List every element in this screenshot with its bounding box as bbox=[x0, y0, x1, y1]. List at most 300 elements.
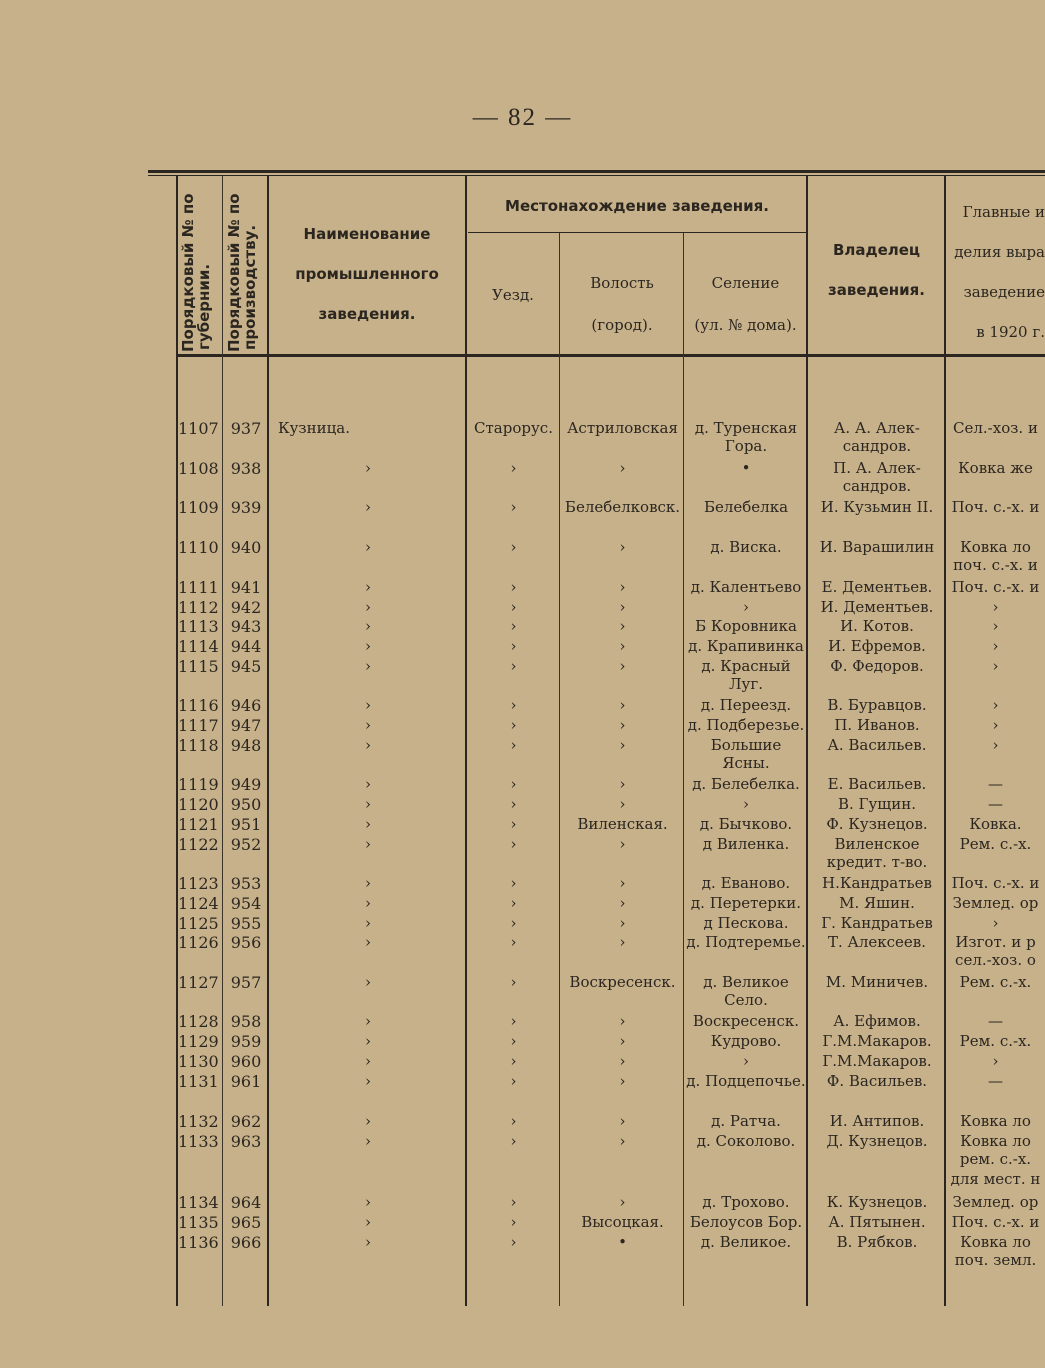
row-gub-number: 1118 bbox=[178, 736, 219, 755]
row-name: › bbox=[365, 1112, 371, 1130]
table-row bbox=[0, 914, 1045, 934]
row-volost: Белебелковск. bbox=[564, 498, 681, 516]
row-volost: › bbox=[619, 1032, 626, 1050]
table-row bbox=[0, 637, 1045, 657]
row-name: › bbox=[365, 874, 371, 892]
row-owner: Т. Алексеев. bbox=[827, 933, 927, 951]
row-owner: Виленское bbox=[834, 835, 920, 853]
row-main-product: Ковка ло bbox=[960, 1112, 1031, 1130]
row-selenie: д. Калентьево bbox=[690, 578, 802, 596]
row-selenie: д Виленка. bbox=[702, 835, 790, 853]
row-gub-number: 1129 bbox=[178, 1032, 219, 1051]
row-uezd: › bbox=[510, 894, 517, 912]
row-main-product: Землед. ор bbox=[952, 1193, 1039, 1211]
table-row bbox=[0, 1213, 1045, 1233]
table-row bbox=[0, 874, 1045, 894]
row-gub-number: 1124 bbox=[178, 894, 219, 913]
row-owner: Г. Кандратьев bbox=[821, 914, 933, 932]
row-gub-number: 1136 bbox=[178, 1233, 219, 1252]
row-uezd: › bbox=[510, 835, 517, 853]
row-name: › bbox=[365, 1032, 371, 1050]
row-main-product: Поч. с.-х. и bbox=[951, 874, 1040, 892]
row-prod-number: 952 bbox=[230, 835, 262, 854]
row-main-product: › bbox=[992, 1052, 999, 1070]
row-owner: А. Васильев. bbox=[827, 736, 927, 754]
header-col-volost-line1: Волость bbox=[590, 274, 654, 292]
row-volost: › bbox=[619, 933, 626, 951]
header-col-main-line1: Главные и bbox=[962, 203, 1045, 221]
table-row bbox=[0, 1012, 1045, 1032]
row-owner: К. Кузнецов. bbox=[826, 1193, 928, 1211]
row-prod-number: 938 bbox=[230, 459, 262, 478]
table-row bbox=[0, 775, 1045, 795]
header-col-selenie-line2: (ул. № дома). bbox=[694, 316, 797, 334]
row-uezd: › bbox=[510, 874, 517, 892]
row-volost: Воскресенск. bbox=[569, 973, 676, 991]
row-selenie: Большие bbox=[710, 736, 782, 754]
row-main-product: Землед. ор bbox=[952, 894, 1039, 912]
table-row bbox=[0, 894, 1045, 914]
row-selenie: д. Перетерки. bbox=[690, 894, 802, 912]
table-row bbox=[0, 578, 1045, 598]
row-uezd: › bbox=[510, 1012, 517, 1030]
table-row bbox=[0, 716, 1045, 736]
header-col-volost-line2: (город). bbox=[591, 316, 653, 334]
row-gub-number: 1134 bbox=[178, 1193, 219, 1212]
row-main-product-line2: поч. земл. bbox=[954, 1251, 1037, 1269]
row-uezd: › bbox=[510, 1072, 517, 1090]
row-name: › bbox=[365, 815, 371, 833]
row-selenie-line2: Ясны. bbox=[722, 754, 770, 772]
row-owner: В. Буравцов. bbox=[827, 696, 927, 714]
row-main-product: Поч. с.-х. и bbox=[951, 498, 1040, 516]
table-row bbox=[0, 815, 1045, 835]
row-gub-number: 1125 bbox=[178, 914, 219, 933]
row-selenie: д. Великое. bbox=[700, 1233, 792, 1251]
header-col-gub bbox=[180, 193, 212, 352]
header-col-selenie bbox=[685, 262, 806, 346]
row-name: › bbox=[365, 637, 371, 655]
row-uezd: › bbox=[510, 716, 517, 734]
row-gub-number: 1131 bbox=[178, 1072, 219, 1091]
header-col-name bbox=[270, 214, 464, 334]
row-prod-number: 942 bbox=[230, 598, 262, 617]
table-row bbox=[0, 696, 1045, 716]
row-main-product: Рем. с.-х. bbox=[959, 973, 1032, 991]
row-owner-line2: сандров. bbox=[842, 477, 912, 495]
header-col-prod-line2: производству. bbox=[241, 224, 259, 350]
row-name: › bbox=[365, 598, 371, 616]
row-uezd: › bbox=[510, 459, 517, 477]
row-main-product: Ковка ло bbox=[960, 1233, 1031, 1251]
row-selenie: д Пескова. bbox=[703, 914, 789, 932]
row-name: › bbox=[365, 933, 371, 951]
row-owner: И. Варашилин bbox=[819, 538, 935, 556]
row-owner: П. Иванов. bbox=[834, 716, 920, 734]
header-col-volost bbox=[561, 262, 683, 346]
row-gub-number: 1133 bbox=[178, 1132, 219, 1151]
row-gub-number: 1115 bbox=[178, 657, 219, 676]
header-col-owner-line2: заведения. bbox=[828, 281, 925, 299]
header-col-main-line3: заведение bbox=[963, 283, 1045, 301]
row-selenie: д. Подберезье. bbox=[687, 716, 805, 734]
row-name: › bbox=[365, 1072, 371, 1090]
row-gub-number: 1120 bbox=[178, 795, 219, 814]
row-volost: › bbox=[619, 637, 626, 655]
row-volost: › bbox=[619, 1193, 626, 1211]
row-uezd: › bbox=[510, 617, 517, 635]
row-prod-number: 956 bbox=[230, 933, 262, 952]
row-gub-number: 1112 bbox=[178, 598, 219, 617]
location-subrule bbox=[468, 232, 807, 233]
row-gub-number: 1108 bbox=[178, 459, 219, 478]
row-selenie-line2: Село. bbox=[724, 991, 768, 1009]
row-gub-number: 1121 bbox=[178, 815, 219, 834]
row-uezd: › bbox=[510, 1233, 517, 1251]
row-main-product: — bbox=[988, 1012, 1003, 1030]
table-row bbox=[0, 498, 1045, 518]
row-prod-number: 944 bbox=[230, 637, 262, 656]
row-main-product: › bbox=[992, 914, 999, 932]
header-col-main-line2: делия выра bbox=[954, 243, 1045, 261]
row-owner: В. Гущин. bbox=[837, 795, 917, 813]
header-col-prod bbox=[226, 193, 258, 352]
row-name: › bbox=[365, 914, 371, 932]
row-prod-number: 940 bbox=[230, 538, 262, 557]
table-row bbox=[0, 933, 1045, 969]
row-prod-number: 954 bbox=[230, 894, 262, 913]
row-volost: › bbox=[619, 775, 626, 793]
row-gub-number: 1117 bbox=[178, 716, 219, 735]
row-volost: › bbox=[619, 617, 626, 635]
table-row bbox=[0, 657, 1045, 693]
row-owner: М. Миничев. bbox=[825, 973, 929, 991]
row-main-product: Сел.-хоз. и bbox=[953, 419, 1038, 437]
table-row bbox=[0, 1132, 1045, 1188]
row-uezd: › bbox=[510, 657, 517, 675]
row-prod-number: 946 bbox=[230, 696, 262, 715]
row-selenie: д. Подтеремье. bbox=[686, 933, 806, 951]
row-name: › bbox=[365, 498, 371, 516]
row-gub-number: 1119 bbox=[178, 775, 219, 794]
row-uezd: › bbox=[510, 696, 517, 714]
row-main-product: Ковка ло bbox=[960, 1132, 1031, 1150]
row-main-product: › bbox=[992, 657, 999, 675]
header-col-name-line2: промышленного bbox=[295, 265, 439, 283]
table-row bbox=[0, 795, 1045, 815]
header-col-gub-line1: Порядковый № по bbox=[179, 193, 197, 352]
header-col-owner-line1: Владелец bbox=[832, 241, 921, 259]
row-selenie: д. Переезд. bbox=[700, 696, 792, 714]
row-selenie: Кудрово. bbox=[710, 1032, 782, 1050]
row-selenie: д. Туренская bbox=[694, 419, 798, 437]
row-selenie: Воскресенск. bbox=[692, 1012, 800, 1030]
row-main-product: › bbox=[992, 736, 999, 754]
row-prod-number: 963 bbox=[230, 1132, 262, 1151]
row-name: › bbox=[365, 696, 371, 714]
row-prod-number: 958 bbox=[230, 1012, 262, 1031]
row-uezd: › bbox=[510, 1032, 517, 1050]
row-prod-number: 945 bbox=[230, 657, 262, 676]
row-volost: Астриловская bbox=[567, 419, 678, 437]
row-owner: Ф. Федоров. bbox=[830, 657, 924, 675]
row-selenie: д. Еваново. bbox=[701, 874, 791, 892]
row-owner-line2: кредит. т-во. bbox=[826, 853, 928, 871]
row-main-product: › bbox=[992, 696, 999, 714]
row-selenie: д. Великое bbox=[703, 973, 789, 991]
row-name: › bbox=[365, 1233, 371, 1251]
row-gub-number: 1126 bbox=[178, 933, 219, 952]
row-volost: › bbox=[619, 874, 626, 892]
row-volost: Виленская. bbox=[577, 815, 668, 833]
row-prod-number: 947 bbox=[230, 716, 262, 735]
row-owner: Г.М.Макаров. bbox=[822, 1032, 932, 1050]
row-prod-number: 941 bbox=[230, 578, 262, 597]
table-row bbox=[0, 1193, 1045, 1213]
row-uezd: › bbox=[510, 795, 517, 813]
header-col-uezd: Уезд. bbox=[492, 286, 534, 304]
row-main-product: Ковка же bbox=[958, 459, 1033, 477]
row-name: › bbox=[365, 795, 371, 813]
row-uezd: › bbox=[510, 736, 517, 754]
row-owner: И. Кузьмин II. bbox=[820, 498, 934, 516]
row-main-product-line3: для мест. н bbox=[950, 1170, 1041, 1188]
row-gub-number: 1135 bbox=[178, 1213, 219, 1232]
row-name: › bbox=[365, 973, 371, 991]
row-owner: М. Яшин. bbox=[839, 894, 915, 912]
row-name: › bbox=[365, 1213, 371, 1231]
header-col-owner bbox=[809, 230, 944, 310]
row-uezd: › bbox=[510, 933, 517, 951]
row-volost: › bbox=[619, 538, 626, 556]
row-main-product: — bbox=[988, 1072, 1003, 1090]
row-volost: › bbox=[619, 1112, 626, 1130]
row-uezd: › bbox=[510, 1112, 517, 1130]
row-selenie: д. Ратча. bbox=[711, 1112, 781, 1130]
row-volost: › bbox=[619, 1132, 626, 1150]
row-gub-number: 1128 bbox=[178, 1012, 219, 1031]
row-prod-number: 950 bbox=[230, 795, 262, 814]
row-main-product: › bbox=[992, 716, 999, 734]
row-main-product: Ковка. bbox=[969, 815, 1022, 833]
row-owner: Е. Дементьев. bbox=[821, 578, 933, 596]
row-owner: Е. Васильев. bbox=[827, 775, 927, 793]
row-gub-number: 1116 bbox=[178, 696, 219, 715]
row-owner: Г.М.Макаров. bbox=[822, 1052, 932, 1070]
row-main-product: Поч. с.-х. и bbox=[951, 578, 1040, 596]
header-col-name-line1: Наименование bbox=[303, 225, 431, 243]
row-owner: И. Антипов. bbox=[829, 1112, 925, 1130]
row-prod-number: 939 bbox=[230, 498, 262, 517]
row-main-product-line2: рем. с.-х. bbox=[959, 1150, 1032, 1168]
row-prod-number: 961 bbox=[230, 1072, 262, 1091]
row-prod-number: 955 bbox=[230, 914, 262, 933]
row-main-product: › bbox=[992, 598, 999, 616]
table-row bbox=[0, 1052, 1045, 1072]
row-name: › bbox=[365, 736, 371, 754]
row-uezd: › bbox=[510, 815, 517, 833]
row-uezd: › bbox=[510, 1213, 517, 1231]
table-row bbox=[0, 835, 1045, 871]
table-row bbox=[0, 538, 1045, 574]
row-prod-number: 957 bbox=[230, 973, 262, 992]
header-col-prod-line1: Порядковый № по bbox=[225, 193, 243, 352]
row-main-product: — bbox=[988, 775, 1003, 793]
row-uezd: › bbox=[510, 498, 517, 516]
row-volost: › bbox=[619, 736, 626, 754]
row-name: › bbox=[365, 835, 371, 853]
row-volost: › bbox=[619, 716, 626, 734]
row-owner: В. Рябков. bbox=[836, 1233, 918, 1251]
row-prod-number: 966 bbox=[230, 1233, 262, 1252]
row-prod-number: 953 bbox=[230, 874, 262, 893]
row-owner: А. Пятынен. bbox=[828, 1213, 926, 1231]
header-col-main-line4: в 1920 г. bbox=[976, 323, 1045, 341]
row-owner: Ф. Кузнецов. bbox=[826, 815, 928, 833]
row-selenie: д. Трохово. bbox=[702, 1193, 790, 1211]
row-volost: › bbox=[619, 657, 626, 675]
row-uezd: › bbox=[510, 1052, 517, 1070]
row-volost: › bbox=[619, 578, 626, 596]
row-prod-number: 937 bbox=[230, 419, 262, 438]
row-name: › bbox=[365, 657, 371, 675]
row-volost: › bbox=[619, 459, 626, 477]
header-col-main bbox=[946, 192, 1045, 352]
row-gub-number: 1130 bbox=[178, 1052, 219, 1071]
row-selenie-line2: Луг. bbox=[729, 675, 763, 693]
header-col-selenie-line1: Селение bbox=[711, 274, 780, 292]
row-name: › bbox=[365, 538, 371, 556]
row-name: › bbox=[365, 1193, 371, 1211]
row-volost: • bbox=[618, 1233, 627, 1251]
row-main-product-line2: поч. с.-х. и bbox=[953, 556, 1038, 574]
row-selenie: › bbox=[743, 598, 749, 616]
row-name: › bbox=[365, 1012, 371, 1030]
row-main-product: Поч. с.-х. и bbox=[951, 1213, 1040, 1231]
row-uezd: Старорус. bbox=[474, 419, 553, 437]
row-volost: › bbox=[619, 696, 626, 714]
table-row bbox=[0, 617, 1045, 637]
row-gub-number: 1122 bbox=[178, 835, 219, 854]
row-name: › bbox=[365, 894, 371, 912]
row-volost: › bbox=[619, 1072, 626, 1090]
row-selenie: › bbox=[743, 1052, 749, 1070]
row-selenie: д. Бычково. bbox=[699, 815, 793, 833]
row-prod-number: 962 bbox=[230, 1112, 262, 1131]
row-gub-number: 1132 bbox=[178, 1112, 219, 1131]
row-selenie: › bbox=[743, 795, 749, 813]
header-bottom-rule bbox=[176, 354, 1045, 357]
row-name: › bbox=[365, 1052, 371, 1070]
row-volost: › bbox=[619, 1052, 626, 1070]
row-selenie: д. Виска. bbox=[710, 538, 782, 556]
row-selenie: д. Белебелка. bbox=[692, 775, 800, 793]
row-main-product: Рем. с.-х. bbox=[959, 835, 1032, 853]
row-gub-number: 1111 bbox=[178, 578, 219, 597]
row-gub-number: 1107 bbox=[178, 419, 219, 438]
row-uezd: › bbox=[510, 538, 517, 556]
row-uezd: › bbox=[510, 775, 517, 793]
row-owner: А. Ефимов. bbox=[833, 1012, 921, 1030]
row-uezd: › bbox=[510, 637, 517, 655]
row-gub-number: 1114 bbox=[178, 637, 219, 656]
row-name: Кузница. bbox=[278, 419, 350, 437]
row-uezd: › bbox=[510, 1132, 517, 1150]
row-name: › bbox=[365, 617, 371, 635]
row-uezd: › bbox=[510, 973, 517, 991]
row-owner-line2: сандров. bbox=[842, 437, 912, 455]
row-selenie: Белоусов Бор. bbox=[689, 1213, 803, 1231]
header-col-gub-line2: губернии. bbox=[195, 263, 213, 350]
row-selenie-line2: Гора. bbox=[724, 437, 768, 455]
row-selenie: Б Коровника bbox=[695, 617, 797, 635]
row-main-product-line2: сел.-хоз. о bbox=[955, 951, 1036, 969]
table-row bbox=[0, 973, 1045, 1009]
row-name: › bbox=[365, 1132, 371, 1150]
row-gub-number: 1109 bbox=[178, 498, 219, 517]
row-main-product: Изгот. и р bbox=[955, 933, 1036, 951]
row-volost: › bbox=[619, 835, 626, 853]
row-prod-number: 965 bbox=[230, 1213, 262, 1232]
row-owner: Н.Кандратьев bbox=[822, 874, 932, 892]
row-gub-number: 1110 bbox=[178, 538, 219, 557]
row-main-product: — bbox=[988, 795, 1003, 813]
row-owner: Д. Кузнецов. bbox=[826, 1132, 928, 1150]
table-row bbox=[0, 1112, 1045, 1132]
row-prod-number: 948 bbox=[230, 736, 262, 755]
row-main-product: › bbox=[992, 617, 999, 635]
row-volost: › bbox=[619, 795, 626, 813]
row-volost: › bbox=[619, 894, 626, 912]
table-row bbox=[0, 1032, 1045, 1052]
row-owner: П. А. Алек- bbox=[833, 459, 921, 477]
top-rule bbox=[148, 170, 1045, 173]
row-name: › bbox=[365, 716, 371, 734]
row-uezd: › bbox=[510, 1193, 517, 1211]
row-volost: › bbox=[619, 598, 626, 616]
row-gub-number: 1123 bbox=[178, 874, 219, 893]
table-row bbox=[0, 419, 1045, 455]
row-name: › bbox=[365, 775, 371, 793]
row-selenie: д. Красный bbox=[701, 657, 791, 675]
row-uezd: › bbox=[510, 914, 517, 932]
row-owner: А. А. Алек- bbox=[833, 419, 920, 437]
row-main-product: › bbox=[992, 637, 999, 655]
row-prod-number: 960 bbox=[230, 1052, 262, 1071]
row-prod-number: 943 bbox=[230, 617, 262, 636]
row-selenie: Белебелка bbox=[703, 498, 789, 516]
row-prod-number: 949 bbox=[230, 775, 262, 794]
row-selenie: • bbox=[741, 459, 751, 477]
table-row bbox=[0, 1233, 1045, 1269]
row-owner: И. Ефремов. bbox=[828, 637, 926, 655]
row-prod-number: 964 bbox=[230, 1193, 262, 1212]
table-row bbox=[0, 1072, 1045, 1092]
header-col-name-line3: заведения. bbox=[318, 305, 416, 323]
row-volost: Высоцкая. bbox=[581, 1213, 664, 1231]
row-gub-number: 1113 bbox=[178, 617, 219, 636]
header-location-group: Местонахождение заведения. bbox=[505, 197, 769, 215]
row-gub-number: 1127 bbox=[178, 973, 219, 992]
row-selenie: д. Соколово. bbox=[696, 1132, 796, 1150]
row-uezd: › bbox=[510, 578, 517, 596]
table-row bbox=[0, 598, 1045, 618]
row-main-product: Ковка ло bbox=[960, 538, 1031, 556]
row-name: › bbox=[365, 459, 371, 477]
row-owner: И. Дементьев. bbox=[820, 598, 934, 616]
row-selenie: д. Крапивинка bbox=[688, 637, 804, 655]
row-uezd: › bbox=[510, 598, 517, 616]
